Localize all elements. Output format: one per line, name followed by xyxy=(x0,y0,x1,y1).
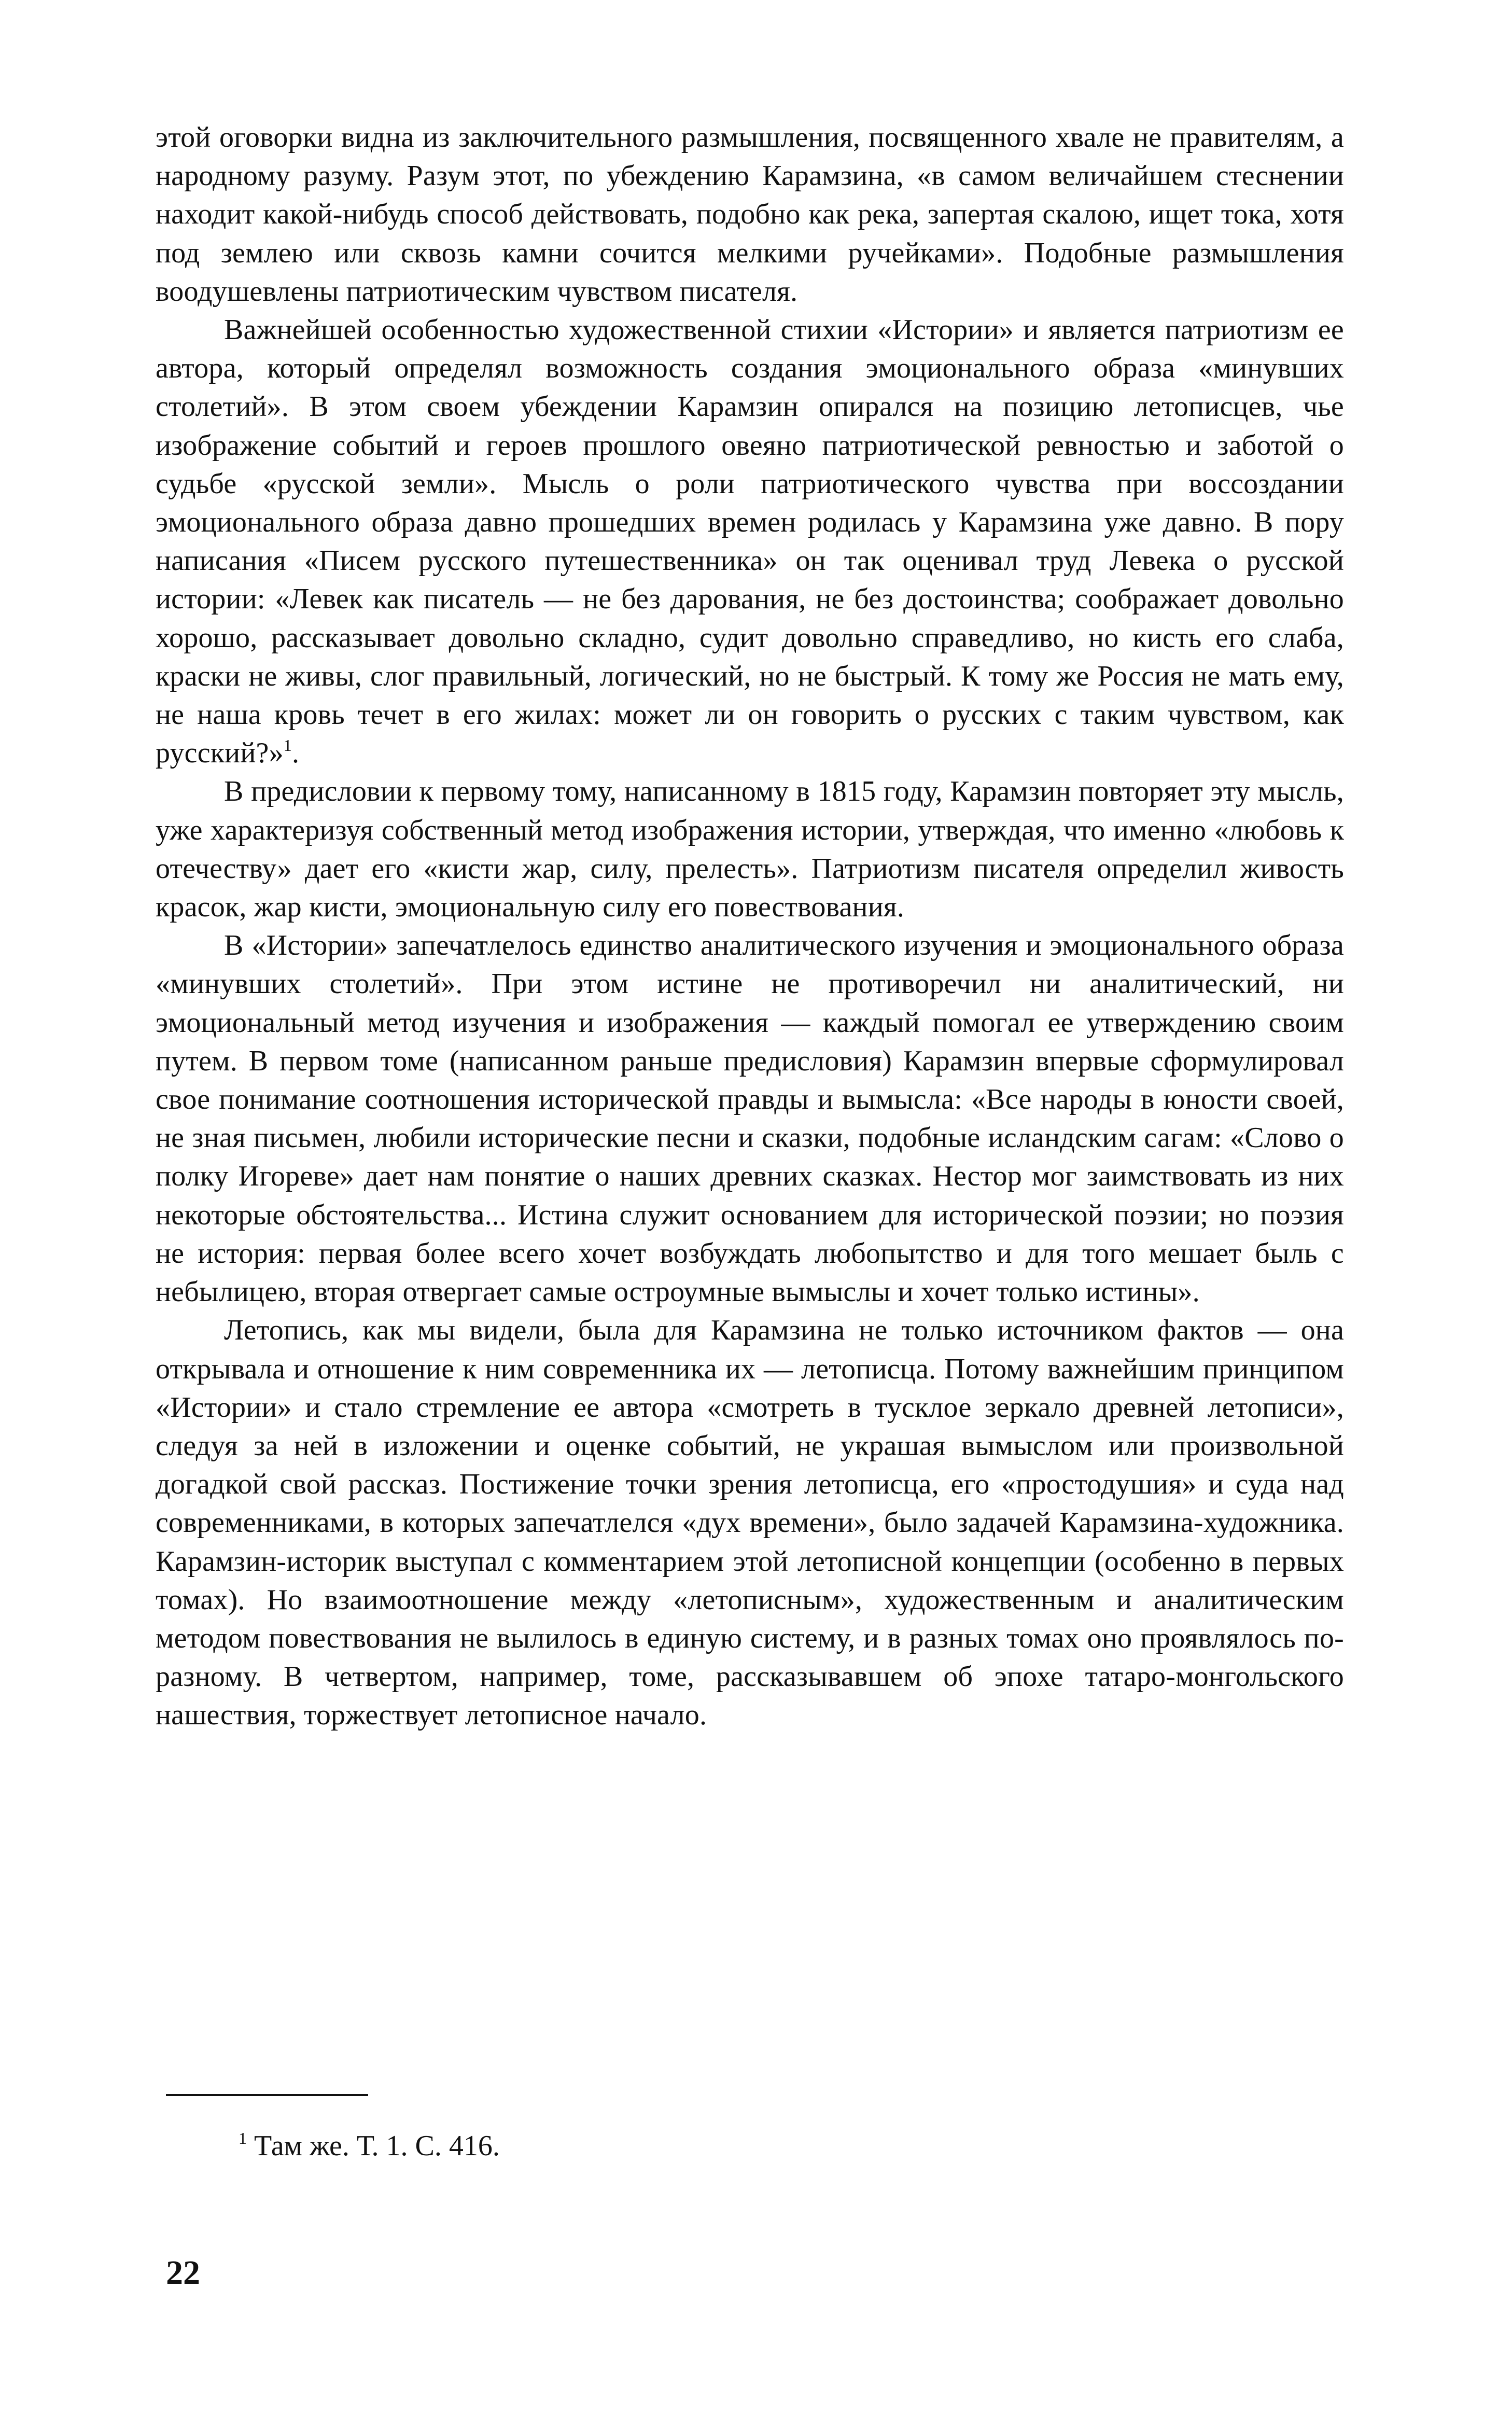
paragraph-5: Летопись, как мы видели, была для Карамзина не только источником фактов — она открывала и отношение к ним современника их — летописца. Потому важнейшим принципом «Истории» и стало стремление ее автора «смотреть в тусклое зеркало древней летописи», следуя за ней в изложении и оценке событий, не украшая вымыслом или произвольной догадкой свой рассказ. Постижение точки зрения летописца, его «простодушия» и суда над современниками, в которых запечатлелся «дух времени», было задачей Карамзина-художника. Карамзин-историк выступал с комментарием этой летописной концепции (особенно в первых томах). Но взаимоотношение между «летописным», художественным и аналитическим методом повествования не вылилось в единую систему, и в разных томах оно проявлялось по-разному. В четвертом, например, томе, рассказывавшем об эпохе татаро-монгольского нашествия, торжествует летописное начало. xyxy=(156,1314,1344,1732)
book-page xyxy=(156,118,1344,2348)
paragraph-1: этой оговорки видна из заключительного размышления, посвященного хвале не правителям, а народному разуму. Разум этот, по убеждению Карамзина, «в самом величайшем стеснении находит какой-нибудь способ действовать, подобно как река, запертая скалою, ищет тока, хотя под землею или сквозь камни сочится мелкими ручейками». Подобные размышления воодушевлены патриотическим чувством писателя. xyxy=(156,121,1344,308)
footnote xyxy=(239,2128,500,2164)
page-number: 22 xyxy=(166,2254,200,2292)
body-text xyxy=(156,118,1344,1735)
footnote-text: Там же. Т. 1. С. 416. xyxy=(254,2130,500,2162)
paragraph-3: В предисловии к первому тому, написанному в 1815 году, Карамзин повторяет эту мысль, уже характеризуя собственный метод изображения истории, утверждая, что именно «любовь к отечеству» дает его «кисти жар, силу, прелесть». Патриотизм писателя определил живость красок, жар кисти, эмоциональную силу его повествования. xyxy=(156,775,1344,924)
footnote-number: 1 xyxy=(239,2129,247,2147)
footnote-reference: 1 xyxy=(283,736,292,755)
paragraph-4: В «Истории» запечатлелось единство аналитического изучения и эмоционального образа «минувших столетий». При этом истине не противоречил ни аналитический, ни эмоциональный метод изучения и изображения — каждый помогал ее утверждению своим путем. В первом томе (написанном раньше предисловия) Карамзин впервые сформулировал свое понимание соотношения исторической правды и вымысла: «Все народы в юности своей, не зная письмен, любили исторические песни и сказки, подобные исландским сагам: «Слово о полку Игореве» дает нам понятие о наших древних сказках. Нестор мог заимствовать из них некоторые обстоятельства... Истина служит основанием для исторической поэзии; но поэзия не история: первая более всего хочет возбуждать любопытство и для того мешает быль с небылицею, вторая отвергает самые остроумные вымыслы и хочет только истины». xyxy=(156,929,1344,1308)
footnote-divider xyxy=(166,2094,368,2096)
paragraph-2: Важнейшей особенностью художественной стихии «Истории» и является патриотизм ее автора, который определял возможность создания эмоционального образа «минувших столетий». В этом своем убеждении Карамзин опирался на позицию летописцев, чье изображение событий и героев прошлого овеяно патриотической ревностью и заботой о судьбе «русской земли». Мысль о роли патриотического чувства при воссоздании эмоционального образа давно прошедших времен родилась у Карамзина уже давно. В пору написания «Писем русского путешественника» он так оценивал труд Левека о русской истории: «Левек как писатель — не без дарования, не без достоинства; соображает довольно хорошо, рассказывает довольно складно, судит довольно справедливо, но кисть его слаба, краски не живы, слог правильный, логический, но не быстрый. К тому же Россия не мать ему, не наша кровь течет в его жилах: может ли он говорить о русских с таким чувством, как русский?»$^1$. xyxy=(156,314,1344,770)
paragraph-2-text: Важнейшей особенностью художественной стихии «Истории» и является патриотизм ее автора, который определял возможность создания эмоционального образа «минувших столетий». В этом своем убеждении Карамзин опирался на позицию летописцев, чье изображение событий и героев прошлого овеяно патриотической ревностью и заботой о судьбе «русской земли». Мысль о роли патриотического чувства при воссоздании эмоционального образа давно прошедших времен родилась у Карамзина уже давно. В пору написания «Писем русского путешественника» он так оценивал труд Левека о русской истории: «Левек как писатель — не без дарования, не без достоинства; соображает довольно хорошо, рассказывает довольно складно, судит довольно справедливо, но кисть его слаба, краски не живы, слог правильный, логический, но не быстрый. К тому же Россия не мать ему, не наша кровь течет в его жилах: может ли он говорить о русских с таким чувством, как русский?» xyxy=(156,314,1344,770)
